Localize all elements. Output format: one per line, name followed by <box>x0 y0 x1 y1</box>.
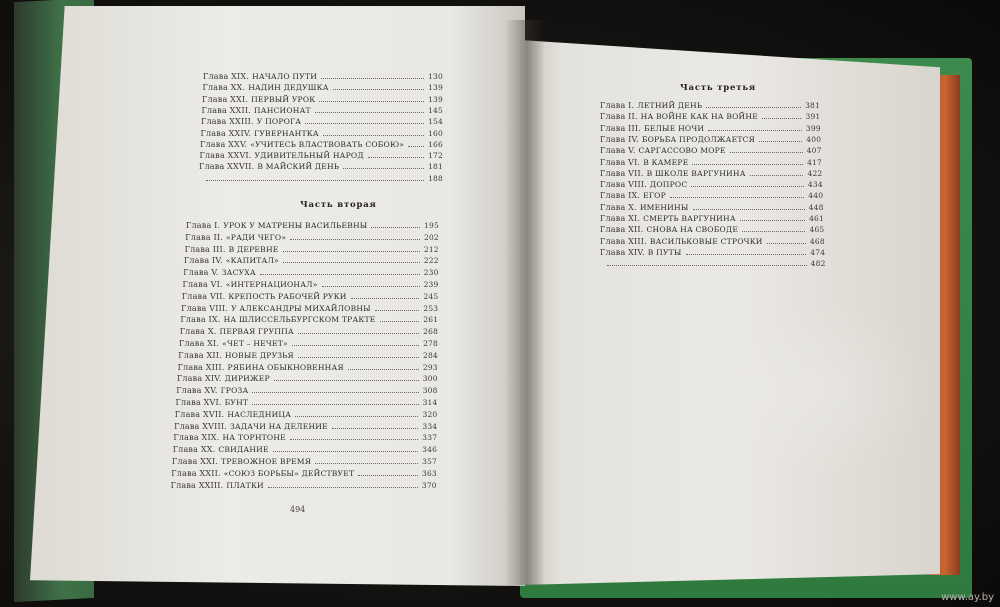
toc-entry <box>172 457 437 466</box>
leader-dots <box>274 380 419 381</box>
page-ref: 139 <box>428 83 443 93</box>
toc-entry <box>600 191 823 200</box>
leader-dots <box>315 463 418 464</box>
leader-dots <box>252 404 418 405</box>
page-ref: 400 <box>806 134 822 144</box>
toc-entry <box>203 72 443 81</box>
chapter-number: Глава XIII. <box>600 236 647 246</box>
page-ref: 139 <box>428 94 443 104</box>
page-ref: 212 <box>423 244 439 254</box>
page-ref: 407 <box>806 146 822 156</box>
chapter-title: ПЕРВАЯ ГРУППА <box>219 327 294 337</box>
page-ref: 293 <box>422 362 438 372</box>
toc-entry <box>600 101 820 110</box>
chapter-number: Глава X. <box>179 327 217 337</box>
leader-dots <box>343 168 424 169</box>
leader-dots <box>351 298 420 299</box>
chapter-number: Глава XXI. <box>202 94 249 104</box>
page-ref: 468 <box>809 236 825 246</box>
chapter-title: В ДЕРЕВНЕ <box>228 244 279 254</box>
page-ref: 160 <box>428 128 443 138</box>
toc-entry <box>176 398 438 407</box>
leader-dots <box>268 487 418 488</box>
page-ref: 230 <box>423 268 439 278</box>
toc-entry <box>183 280 439 289</box>
chapter-title: НА ШЛИССЕЛЬБУРГСКОМ ТРАКТЕ <box>223 315 376 325</box>
toc-entry <box>171 481 437 490</box>
page-ref: 284 <box>422 350 438 360</box>
toc-entry <box>181 304 438 313</box>
toc-entry <box>182 292 439 301</box>
chapter-title: ПЕРВЫЙ УРОК <box>251 94 316 104</box>
page-ref: 337 <box>422 433 438 443</box>
chapter-title: «ИНТЕРНАЦИОНАЛ» <box>225 280 318 289</box>
toc-entry <box>171 469 437 478</box>
chapter-title: ПЛАТКИ <box>226 480 264 490</box>
chapter-title: НАСЛЕДНИЦА <box>227 409 292 419</box>
leader-dots <box>321 78 424 79</box>
chapter-title: ВАСИЛЬКОВЫЕ СТРОЧКИ <box>649 236 763 246</box>
chapter-number: Глава III. <box>600 123 641 133</box>
chapter-title: УДИВИТЕЛЬНЫЙ НАРОД <box>254 151 364 161</box>
part-two-heading: Часть вторая <box>300 200 377 210</box>
leader-dots <box>358 475 418 476</box>
page-ref: 465 <box>809 225 825 235</box>
chapter-title: УРОК У МАТРЕНЫ ВАСИЛЬЕВНЫ <box>223 221 368 230</box>
chapter-number: Глава XII. <box>600 225 644 235</box>
chapter-number: Глава VII. <box>600 168 644 178</box>
leader-dots <box>319 101 424 102</box>
page-ref: 308 <box>422 386 438 396</box>
page-ref: 130 <box>428 72 443 81</box>
leader-dots <box>323 135 424 136</box>
leader-dots <box>375 310 420 311</box>
chapter-title: ЕГОР <box>643 191 666 201</box>
leader-dots <box>283 262 420 263</box>
toc-entry <box>200 151 444 160</box>
toc-entry <box>180 327 438 336</box>
chapter-number: Глава I. <box>600 101 635 110</box>
page-ref: 268 <box>423 327 439 337</box>
chapter-number: Глава XXVII. <box>199 162 255 172</box>
leader-dots <box>252 392 418 393</box>
leader-dots <box>380 321 420 322</box>
leader-dots <box>295 416 418 417</box>
chapter-title: БУНТ <box>224 398 249 407</box>
chapter-number: Глава XV. <box>176 386 218 396</box>
leader-dots <box>290 439 418 440</box>
page-ref: 370 <box>421 480 437 490</box>
toc-entry <box>199 162 443 171</box>
toc-entry <box>178 351 438 360</box>
page-ref: 172 <box>428 151 443 161</box>
page-ref: 154 <box>428 117 443 127</box>
toc-entry <box>184 256 439 265</box>
page-ref: 188 <box>428 173 443 183</box>
page-ref: 278 <box>423 339 438 348</box>
watermark: www.ay.by <box>941 592 994 603</box>
page-ref: 482 <box>810 259 826 269</box>
page-ref: 422 <box>807 168 823 178</box>
page-ref: 346 <box>422 445 438 455</box>
page-ref: 448 <box>808 202 824 212</box>
chapter-number: Глава XI. <box>179 339 220 348</box>
chapter-title: У АЛЕКСАНДРЫ МИХАЙЛОВНЫ <box>231 303 371 313</box>
toc-entry <box>202 106 444 115</box>
chapter-title: СНОВА НА СВОБОДЕ <box>646 225 739 235</box>
toc-entry <box>179 339 438 348</box>
leader-dots <box>686 254 807 255</box>
page-ref: 166 <box>428 139 443 149</box>
toc-entry <box>180 315 438 324</box>
toc-entry <box>600 180 823 189</box>
toc-entry <box>600 146 822 155</box>
page-ref: 357 <box>422 457 437 466</box>
toc-entry <box>600 248 825 257</box>
chapter-number: Глава XXII. <box>201 105 251 115</box>
chapter-number: Глава VIII. <box>181 303 229 313</box>
chapter-title: ДИРИЖЕР <box>224 374 270 384</box>
chapter-title: НА ВОЙНЕ КАК НА ВОЙНЕ <box>640 112 758 122</box>
leader-dots <box>298 333 419 334</box>
toc-entry <box>600 259 826 268</box>
page-ref: 195 <box>424 221 439 230</box>
leader-dots <box>670 197 804 198</box>
chapter-number: Глава X. <box>600 202 637 212</box>
leader-dots <box>706 107 801 108</box>
page-ref: 461 <box>809 214 824 223</box>
toc-entry <box>600 169 822 178</box>
toc-entry <box>175 410 438 419</box>
chapter-title: В ПУТЫ <box>647 247 682 257</box>
leader-dots <box>368 157 424 158</box>
page-ref: 222 <box>423 256 439 266</box>
chapter-title: БОРЬБА ПРОДОЛЖАЕТСЯ <box>641 134 755 144</box>
leader-dots <box>322 286 420 287</box>
chapter-number: Глава XII. <box>178 350 222 360</box>
leader-dots <box>762 118 802 119</box>
chapter-number: Глава XXIII. <box>170 480 224 490</box>
toc-entry <box>173 445 437 454</box>
chapter-title: СМЕРТЬ ВАРГУНИНА <box>643 214 736 223</box>
toc-entry <box>174 422 437 431</box>
toc-entry <box>201 129 444 138</box>
chapter-number: Глава XIV. <box>176 374 222 384</box>
chapter-title: В МАЙСКИЙ ДЕНЬ <box>257 162 340 172</box>
chapter-title: САРГАССОВО МОРЕ <box>638 146 726 156</box>
chapter-number: Глава VII. <box>181 291 226 301</box>
chapter-title: СВИДАНИЕ <box>218 445 269 455</box>
chapter-number: Глава III. <box>184 244 226 254</box>
page-ref: 417 <box>807 157 822 167</box>
page-ref: 202 <box>423 232 439 242</box>
chapter-number: Глава I. <box>186 221 221 230</box>
toc-entry <box>600 135 821 144</box>
chapter-title: ПАНСИОНАТ <box>253 105 311 115</box>
leader-dots <box>708 130 802 131</box>
chapter-number: Глава XVII. <box>174 409 225 419</box>
toc-entry <box>600 225 824 234</box>
chapter-title: В КАМЕРЕ <box>643 157 689 167</box>
chapter-number: Глава XXIII. <box>201 117 254 127</box>
chapter-title: КРЕПОСТЬ РАБОЧЕЙ РУКИ <box>228 291 347 301</box>
toc-entry <box>202 95 443 104</box>
page-ref: 399 <box>805 123 821 133</box>
chapter-number: Глава V. <box>600 146 636 156</box>
leader-dots <box>371 227 420 228</box>
toc-entry <box>203 83 444 92</box>
chapter-number: Глава XXII. <box>171 468 221 478</box>
chapter-number: Глава IX. <box>600 191 641 201</box>
chapter-number: Глава XX. <box>202 83 246 93</box>
chapter-number: Глава XXI. <box>172 457 219 466</box>
chapter-number: Глава XXVI. <box>199 151 252 161</box>
leader-dots <box>290 239 420 240</box>
page-ref: 300 <box>422 374 438 384</box>
leader-dots <box>742 231 805 232</box>
toc-entry <box>178 363 438 372</box>
chapter-title: У ПОРОГА <box>256 117 302 127</box>
leader-dots <box>740 220 805 221</box>
toc-entry <box>600 237 825 246</box>
page-ref: 314 <box>422 398 438 407</box>
leader-dots <box>283 251 420 252</box>
leader-dots <box>767 243 806 244</box>
leader-dots <box>692 164 803 165</box>
page-ref: 381 <box>805 101 820 110</box>
chapter-number: Глава II. <box>600 112 638 122</box>
toc-entry <box>183 268 438 277</box>
toc-entry <box>201 117 443 126</box>
leader-dots <box>607 265 807 266</box>
chapter-title: «УЧИТЕСЬ ВЛАСТВОВАТЬ СОБОЮ» <box>250 139 405 149</box>
leader-dots <box>750 175 804 176</box>
toc-entry <box>186 221 439 230</box>
chapter-title: НАДИН ДЕДУШКА <box>248 83 329 93</box>
page-ref: 363 <box>421 468 437 478</box>
toc-entry <box>600 124 821 133</box>
toc-entry <box>600 112 820 121</box>
toc-entry <box>200 140 443 149</box>
leader-dots <box>305 123 424 124</box>
page-ref: 391 <box>805 112 821 122</box>
chapter-number: Глава IX. <box>180 315 221 325</box>
page-ref: 245 <box>423 291 439 301</box>
chapter-number: Глава VIII. <box>600 180 647 190</box>
toc-entry <box>176 386 437 395</box>
page-ref: 181 <box>428 162 443 172</box>
toc-entry <box>185 233 439 242</box>
toc-entry <box>177 374 438 383</box>
chapter-title: ЗАДАЧИ НА ДЕЛЕНИЕ <box>229 421 328 431</box>
page-ref: 253 <box>423 303 439 313</box>
leader-dots <box>730 152 803 153</box>
chapter-title: «КАПИТАЛ» <box>225 256 279 266</box>
chapter-title: БЕЛЫЕ НОЧИ <box>644 123 705 133</box>
chapter-number: Глава IV. <box>600 134 639 144</box>
chapter-title: В ШКОЛЕ ВАРГУНИНА <box>646 168 746 178</box>
toc-entry <box>199 174 444 183</box>
toc-entry <box>185 245 439 254</box>
chapter-title: ИМЕНИНЫ <box>639 202 689 212</box>
chapter-title: НАЧАЛО ПУТИ <box>252 72 318 81</box>
toc-entry <box>600 203 824 212</box>
toc-entry <box>173 433 437 442</box>
leader-dots <box>292 345 419 346</box>
chapter-number: Глава XIX. <box>173 433 220 443</box>
leader-dots <box>260 274 420 275</box>
page-ref: 261 <box>423 315 439 325</box>
chapter-number: Глава XI. <box>600 214 641 223</box>
page-ref: 239 <box>423 280 439 289</box>
chapter-title: НА ТОРНТОНЕ <box>222 433 286 443</box>
chapter-title: РЯБИНА ОБЫКНОВЕННАЯ <box>227 362 344 372</box>
chapter-number: Глава XVI. <box>175 398 222 407</box>
leader-dots <box>333 89 424 90</box>
chapter-title: «ЧЕТ – НЕЧЕТ» <box>222 339 288 348</box>
leader-dots <box>693 209 805 210</box>
leader-dots <box>408 146 424 147</box>
leader-dots <box>691 186 804 187</box>
page-number: 494 <box>290 505 306 514</box>
chapter-number: Глава II. <box>185 232 223 242</box>
chapter-number: Глава XIV. <box>600 247 645 257</box>
chapter-title: ГУВЕРНАНТКА <box>254 128 319 138</box>
chapter-number: Глава XVIII. <box>174 421 227 431</box>
book-gutter <box>505 20 545 585</box>
chapter-title: ГРОЗА <box>220 386 249 396</box>
toc-entry <box>600 214 824 223</box>
chapter-title: ЛЕТНИЙ ДЕНЬ <box>637 101 703 110</box>
part-three-heading: Часть третья <box>680 83 756 93</box>
chapter-title: ТРЕВОЖНОЕ ВРЕМЯ <box>221 457 312 466</box>
toc-entry <box>600 158 822 167</box>
page-ref: 320 <box>422 409 438 419</box>
chapter-number: Глава XIX. <box>203 72 250 81</box>
page-ref: 474 <box>810 247 826 257</box>
leader-dots <box>348 369 419 370</box>
leader-dots <box>206 180 425 181</box>
chapter-title: «СОЮЗ БОРЬБЫ» ДЕЙСТВУЕТ <box>223 468 355 478</box>
chapter-title: ДОПРОС <box>649 180 688 190</box>
chapter-number: Глава XIII. <box>177 362 225 372</box>
chapter-title: «РАДИ ЧЕГО» <box>225 232 287 242</box>
leader-dots <box>332 428 419 429</box>
chapter-number: Глава VI. <box>182 280 223 289</box>
chapter-title: НОВЫЕ ДРУЗЬЯ <box>224 350 294 360</box>
light-glare <box>720 300 940 480</box>
page-ref: 334 <box>422 421 438 431</box>
chapter-number: Глава IV. <box>183 256 223 266</box>
leader-dots <box>298 357 419 358</box>
chapter-number: Глава VI. <box>600 157 641 167</box>
chapter-number: Глава XX. <box>172 445 216 455</box>
page-ref: 440 <box>808 191 824 201</box>
chapter-number: Глава XXV. <box>200 139 248 149</box>
chapter-number: Глава XXIV. <box>200 128 252 138</box>
leader-dots <box>315 112 424 113</box>
chapter-number: Глава V. <box>183 268 219 278</box>
leader-dots <box>273 451 418 452</box>
page-ref: 145 <box>428 105 443 115</box>
page-ref: 434 <box>807 180 823 190</box>
chapter-title: ЗАСУХА <box>221 268 256 278</box>
leader-dots <box>759 141 802 142</box>
